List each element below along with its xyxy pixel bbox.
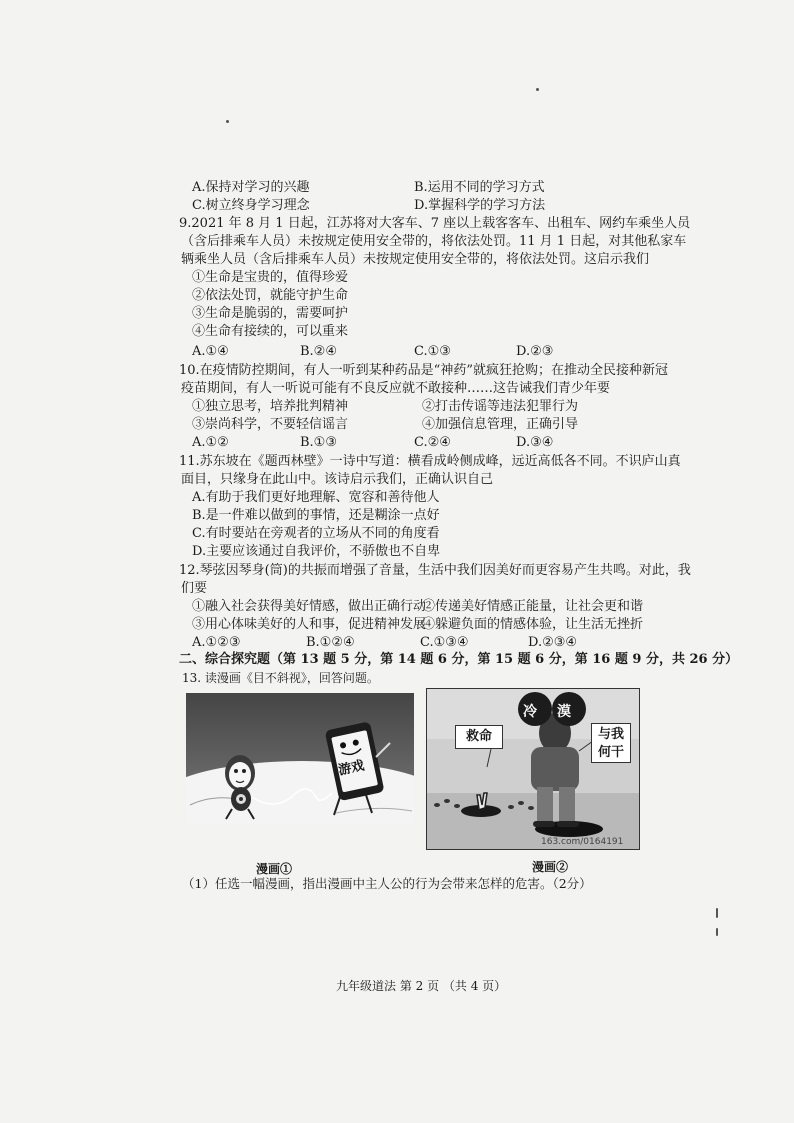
- scan-mark: [716, 928, 718, 936]
- q10-stem-line-2: 疫苗期间，有人一听说可能有不良反应就不敢接种……这告诫我们青少年要: [181, 381, 611, 396]
- comic-2: [426, 688, 640, 850]
- q11-option-d: D.主要应该通过自我评价，不骄傲也不自卑: [192, 544, 441, 559]
- q10-stem-line-1: 10.在疫情防控期间，有人一听到某种药品是“神药”就疯狂抢购；在推动全民接种新冠: [179, 363, 668, 378]
- q10-item-1: ①独立思考，培养批判精神: [192, 399, 349, 414]
- q10-option-c: C.②④: [414, 435, 451, 450]
- q9-option-b: B.②④: [300, 344, 337, 359]
- q10-option-b: B.①③: [300, 435, 337, 450]
- q11-option-a: A.有助于我们更好地理解、宽容和善待他人: [192, 490, 440, 505]
- q11-option-b: B.是一件难以做到的事情，还是糊涂一点好: [192, 508, 440, 523]
- comic-1: [186, 693, 414, 823]
- q9-item-1: ①生命是宝贵的，值得珍爱: [192, 270, 349, 285]
- q9-stem-line-2: （含后排乘车人员）未按规定使用安全带的，将依法处罚。11 月 1 日起，对其他私家车: [181, 234, 687, 249]
- page-footer: 九年级道法 第 2 页 （共 4 页）: [336, 979, 507, 993]
- q9-item-4: ④生命有接续的，可以重来: [192, 324, 349, 339]
- q8-option-b: B.运用不同的学习方式: [414, 180, 545, 195]
- q10-option-d: D.③④: [516, 435, 554, 450]
- q11-stem-line-2: 面目，只缘身在此山中。该诗启示我们，正确认识自己: [181, 472, 494, 487]
- q9-stem-line-3: 辆乘坐人员（含后排乘车人员）未按规定使用安全带的，将依法处罚。这启示我们: [181, 252, 650, 267]
- comic-2-bubble-line-1: 与我: [597, 727, 624, 742]
- scan-speck: [226, 120, 229, 123]
- q12-item-3: ③用心体味美好的人和事，促进精神发展: [192, 617, 427, 632]
- scan-mark: [716, 908, 718, 918]
- q8-option-a: A.保持对学习的兴趣: [192, 180, 310, 195]
- comic-2-ball-left-text: 冷: [523, 704, 537, 720]
- comic-2-watermark: 163.com/0164191: [541, 837, 624, 847]
- comic-1-caption: 漫画①: [256, 862, 293, 876]
- comic-2-bubble-help: 救命: [455, 725, 503, 749]
- q8-option-d: D.掌握科学的学习方法: [414, 198, 546, 213]
- scan-speck: [536, 88, 539, 91]
- q10-option-a: A.①②: [192, 435, 229, 450]
- q12-stem-line-1: 12.琴弦因琴身(筒)的共振而增强了音量，生活中我们因美好而更容易产生共鸣。对此，我: [179, 563, 691, 578]
- q9-option-a: A.①④: [192, 344, 229, 359]
- q12-item-4: ④躲避负面的情感体验，让生活无挫折: [422, 617, 644, 632]
- q12-option-d: D.②③④: [528, 635, 578, 650]
- q10-item-4: ④加强信息管理，正确引导: [422, 417, 579, 432]
- q13-stem: 13. 读漫画《目不斜视》，回答问题。: [182, 671, 379, 685]
- q12-item-1: ①融入社会获得美好情感，做出正确行动: [192, 599, 427, 614]
- q12-option-a: A.①②③: [192, 635, 241, 650]
- q10-item-2: ②打击传谣等违法犯罪行为: [422, 399, 579, 414]
- q12-option-c: C.①③④: [420, 635, 469, 650]
- q9-item-3: ③生命是脆弱的，需要呵护: [192, 306, 349, 321]
- comic-1-illustration: [186, 693, 414, 823]
- q11-stem-line-1: 11.苏东坡在《题西林壁》一诗中写道：横看成岭侧成峰，远近高低各不同。不识庐山真: [179, 454, 681, 469]
- comic-2-ball-right-text: 漠: [557, 704, 571, 720]
- q9-stem-line-1: 9.2021 年 8 月 1 日起，江苏将对大客车、7 座以上载客客车、出租车、网约车乘坐人员: [179, 216, 691, 231]
- comic-1-phone-text: 游戏: [337, 758, 366, 779]
- q13-sub-question-1: （1）任选一幅漫画，指出漫画中主人公的行为会带来怎样的危害。（2分）: [182, 876, 592, 891]
- q9-option-c: C.①③: [414, 344, 451, 359]
- q12-option-b: B.①②④: [306, 635, 355, 650]
- q11-option-c: C.有时要站在旁观者的立场从不同的角度看: [192, 526, 440, 541]
- comic-2-caption: 漫画②: [532, 860, 569, 874]
- section-2-title: 二、综合探究题（第 13 题 5 分，第 14 题 6 分，第 15 题 6 分，第 16 题 9 分，共 26 分）: [179, 652, 739, 667]
- comic-2-bubble-line-2: 何干: [597, 745, 624, 760]
- q9-option-d: D.②③: [516, 344, 554, 359]
- q12-stem-line-2: 们要: [181, 581, 208, 596]
- q12-item-2: ②传递美好情感正能量，让社会更和谐: [422, 599, 644, 614]
- q8-option-c: C.树立终身学习理念: [192, 198, 310, 213]
- q9-item-2: ②依法处罚，就能守护生命: [192, 288, 349, 303]
- comic-2-bubble-indifferent: [591, 723, 631, 763]
- q10-item-3: ③崇尚科学，不要轻信谣言: [192, 417, 349, 432]
